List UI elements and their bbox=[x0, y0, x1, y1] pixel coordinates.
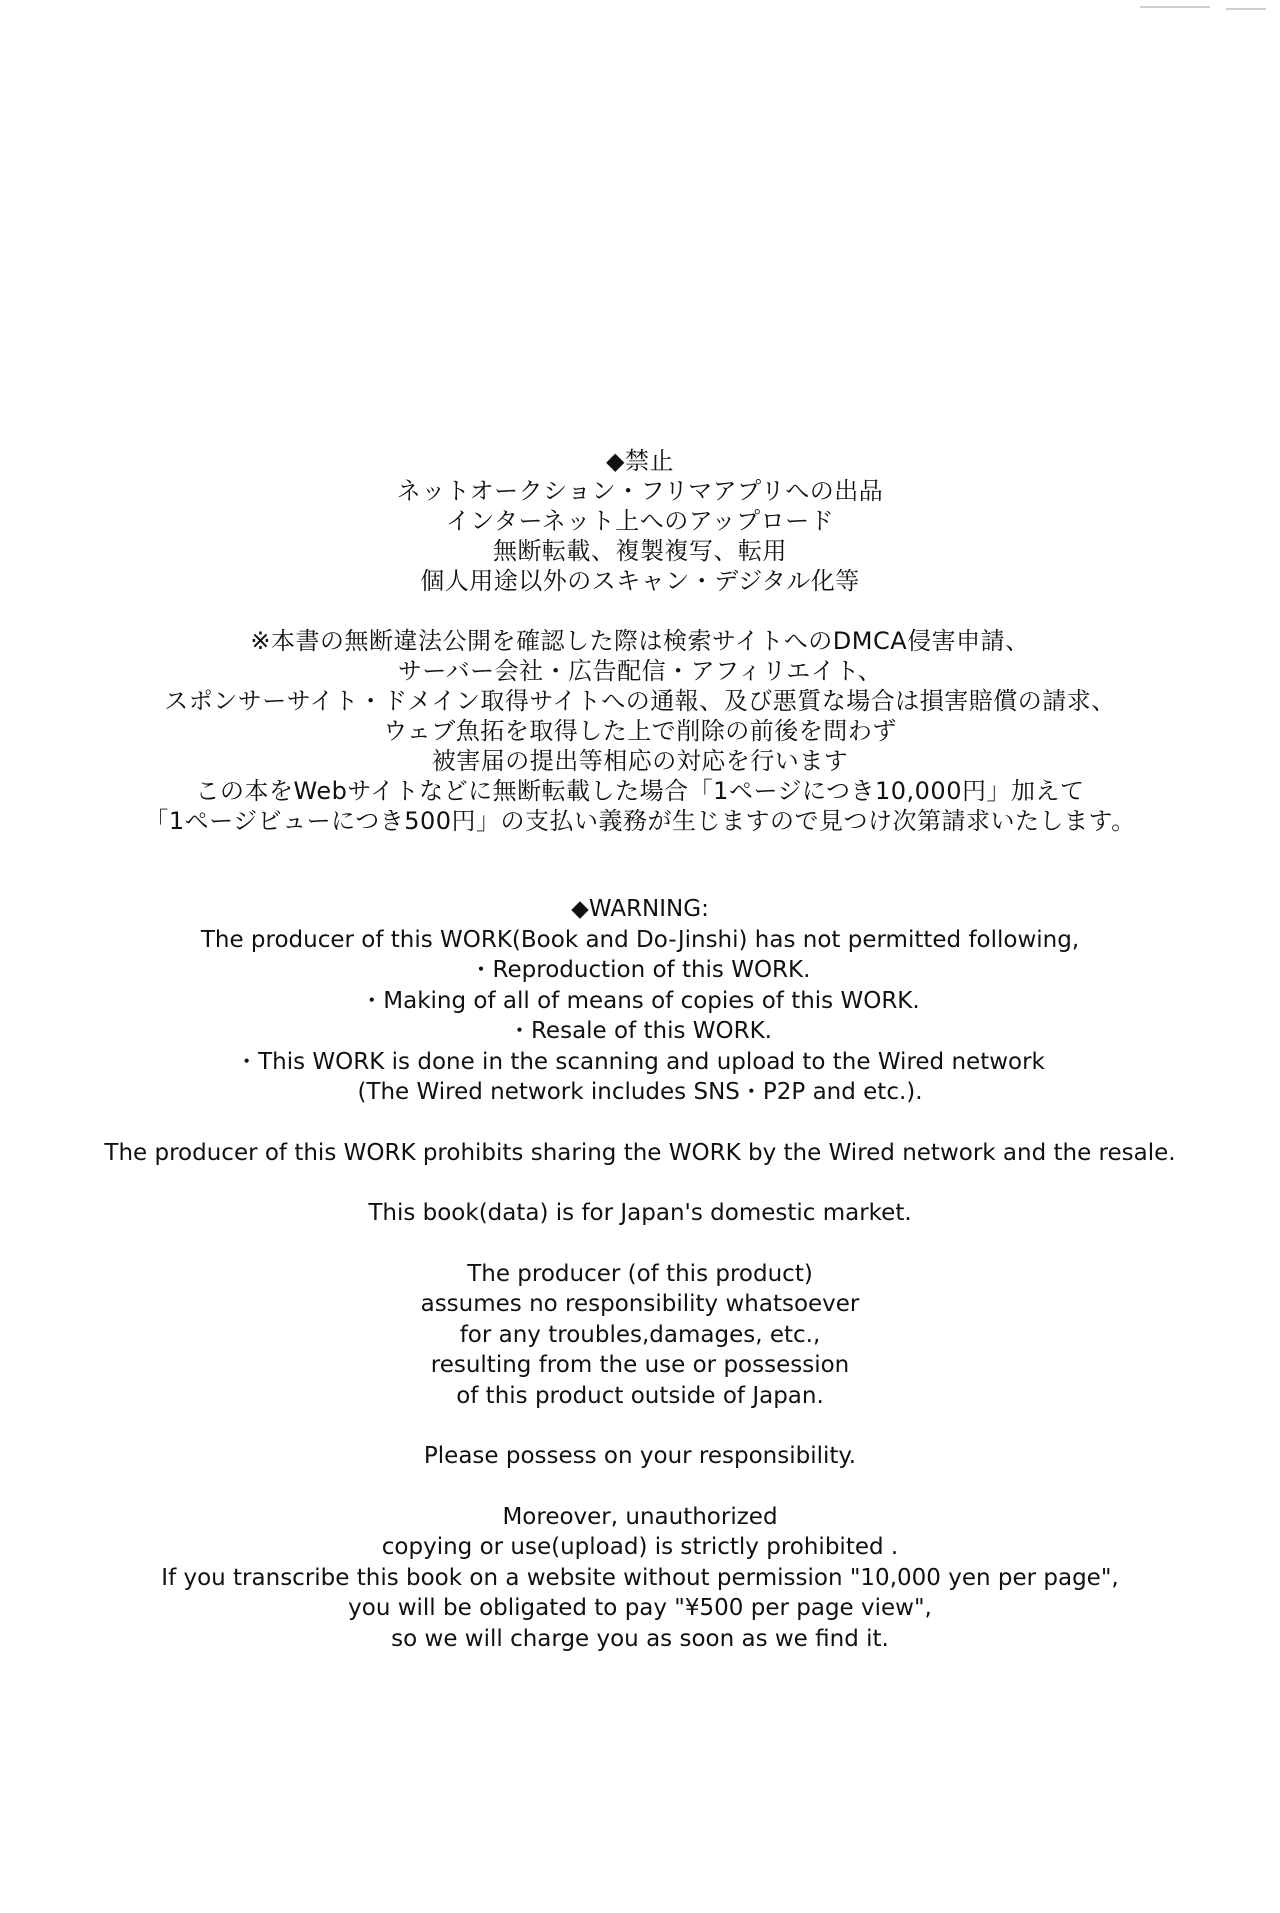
notice-line: ※本書の無断違法公開を確認した際は検索サイトへのDMCA侵害申請、 bbox=[250, 627, 1030, 655]
liability-line: The producer (of this product) bbox=[467, 1260, 813, 1287]
warning-item: ・Making of all of means of copies of this WORK. bbox=[360, 987, 920, 1014]
english-notice bbox=[40, 894, 1240, 1654]
prohibition-item: インターネット上へのアップロード bbox=[445, 507, 835, 535]
liability-line: of this product outside of Japan. bbox=[456, 1382, 824, 1409]
scan-mark bbox=[1140, 6, 1210, 8]
warning-intro: The producer of this WORK(Book and Do-Jinshi) has not permitted following, bbox=[200, 926, 1080, 953]
notice-line: サーバー会社・広告配信・アフィリエイト、 bbox=[397, 657, 883, 685]
warning-item: ・Reproduction of this WORK. bbox=[469, 957, 811, 983]
closing-line: so we will charge you as soon as we find it. bbox=[391, 1625, 889, 1652]
market-paragraph: This book(data) is for Japan's domestic market. bbox=[368, 1200, 912, 1226]
notice-line: 「1ページビューにつき500円」の支払い義務が生じますので見つけ次第請求いたします。 bbox=[144, 807, 1136, 835]
warning-item: (The Wired network includes SNS・P2P and etc.). bbox=[357, 1079, 923, 1105]
prohibition-item: ネットオークション・フリマアプリへの出品 bbox=[396, 477, 884, 505]
notice-line: この本をWebサイトなどに無断転載した場合「1ページにつき10,000円」加えて bbox=[195, 777, 1085, 805]
sharing-paragraph: The producer of this WORK prohibits sharing the WORK by the Wired network and the resale. bbox=[104, 1139, 1176, 1166]
liability-line: for any troubles,damages, etc., bbox=[459, 1321, 821, 1348]
closing-line: you will be obligated to pay "¥500 per page view", bbox=[348, 1595, 932, 1621]
prohibition-item: 無断転載、複製複写、転用 bbox=[493, 537, 787, 565]
warning-item: ・Resale of this WORK. bbox=[507, 1018, 772, 1044]
notice-line: ウェブ魚拓を取得した上で削除の前後を問わず bbox=[383, 717, 897, 745]
prohibition-heading: ◆禁止 bbox=[606, 447, 674, 475]
closing-line: If you transcribe this book on a website without permission "10,000 yen per page", bbox=[161, 1564, 1119, 1591]
closing-line: copying or use(upload) is strictly prohibited . bbox=[381, 1534, 899, 1560]
warning-heading: ◆WARNING: bbox=[571, 896, 709, 922]
closing-line: Moreover, unauthorized bbox=[502, 1503, 778, 1530]
liability-line: assumes no responsibility whatsoever bbox=[420, 1291, 860, 1317]
scan-mark bbox=[1226, 8, 1266, 10]
possess-paragraph: Please possess on your responsibility. bbox=[423, 1443, 857, 1469]
liability-line: resulting from the use or possession bbox=[430, 1352, 850, 1378]
japanese-notice bbox=[40, 446, 1240, 836]
warning-item: ・This WORK is done in the scanning and upload to the Wired network bbox=[235, 1048, 1045, 1075]
notice-line: スポンサーサイト・ドメイン取得サイトへの通報、及び悪質な場合は損害賠償の請求、 bbox=[164, 687, 1116, 715]
notice-line: 被害届の提出等相応の対応を行います bbox=[431, 747, 849, 775]
prohibition-item: 個人用途以外のスキャン・デジタル化等 bbox=[420, 567, 860, 595]
